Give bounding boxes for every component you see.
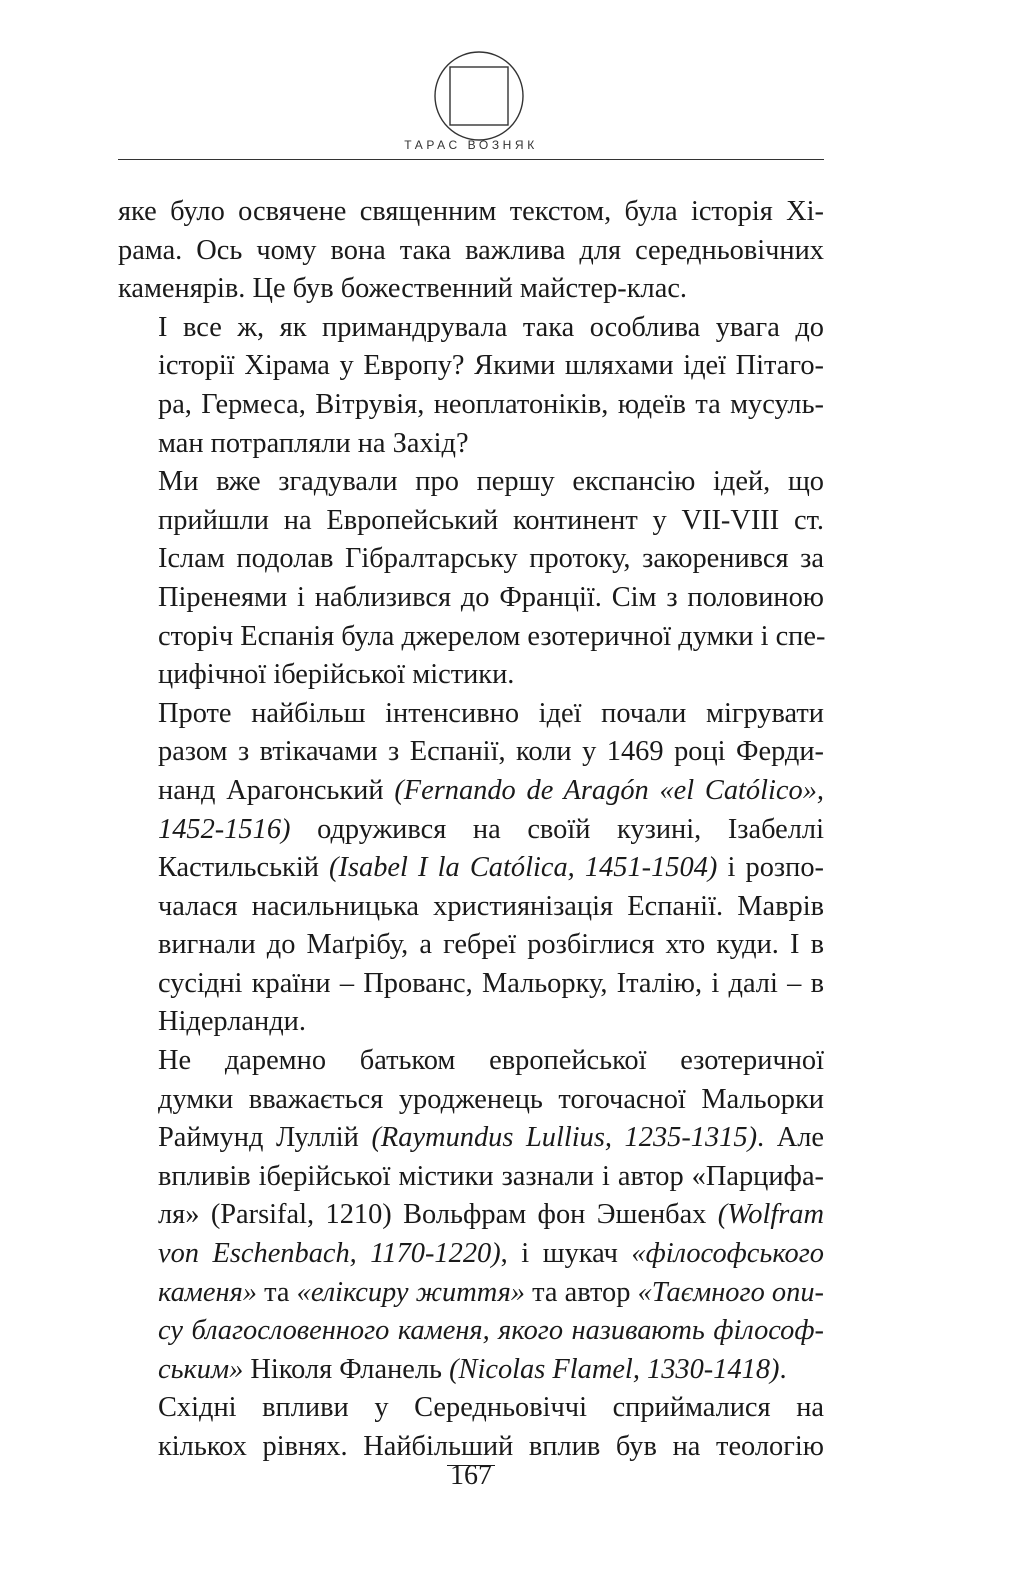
text-line: ля» (Parsifal, 1210) Вольфрам фон Эшенбах (Wolfram: [158, 1199, 824, 1231]
text-line: Нідерланди.: [158, 1006, 306, 1038]
text-line: рама. Ось чому вона така важлива для середньовічних: [118, 234, 824, 266]
text-line: von Eschenbach, 1170-1220), і шукач «філософського: [158, 1238, 824, 1270]
text-line: сусідні країни – Прованс, Мальорку, Італію, і далі – в: [158, 967, 824, 999]
text-line: Ми вже згадували про першу експансію ідей, що: [158, 466, 824, 498]
text-line: яке було освячене священним текстом, була історія Хі-: [118, 196, 824, 227]
text-line: історії Хірама у Европу? Якими шляхами ідеї Пітаго-: [158, 350, 824, 382]
text-line: нанд Арагонський (Fernando de Aragón «el Católico»,: [158, 774, 824, 806]
text-line: сторіч Еспанія була джерелом езотеричної думки і спе-: [158, 620, 826, 652]
text-line: кількох рівнях. Найбільший вплив був на теологію: [158, 1431, 824, 1462]
text-line: Кастильській (Isabel I la Católica, 1451-1504) і розпо-: [158, 852, 824, 884]
text-line: Проте найбільш інтенсивно ідеї почали мігрувати: [158, 697, 824, 729]
text-line: І все ж, як примандрувала така особлива увага до: [158, 311, 824, 343]
text-line: ським» Ніколя Фланель (Nicolas Flamel, 1330-1418).: [158, 1353, 787, 1385]
text-line: ра, Гермеса, Вітрувія, неоплатоніків, юдеїв та мусуль-: [158, 388, 824, 420]
text-line: каменярів. Це був божественний майстер-клас.: [118, 273, 688, 305]
text-line: думки вважається уродженець тогочасної Мальорки: [158, 1083, 824, 1115]
text-line: разом з втікачами з Еспанії, коли у 1469 році Ферди-: [158, 736, 824, 768]
text-line: Не даремно батьком европейської езотеричної: [158, 1045, 824, 1077]
text-line: каменя» та «еліксиру життя» та автор «Таємного опи-: [158, 1276, 824, 1308]
header-rule: [118, 159, 824, 160]
text-line: су благословенного каменя, якого називають філософ-: [158, 1315, 824, 1347]
paragraph: [118, 1389, 824, 1466]
text-line: чалася насильницька християнізація Еспанії. Маврів: [158, 890, 824, 922]
text-line: ман потрапляли на Захід?: [158, 427, 469, 459]
text-line: прийшли на Европейський континент у VII-VIII ст.: [158, 504, 824, 536]
text-line: вигнали до Маґрібу, а гебреї розбіглися хто куди. І в: [158, 929, 824, 961]
running-head: ТАРАС ВОЗНЯК: [404, 138, 538, 152]
paragraph: [118, 463, 824, 695]
text-line: впливів іберійської містики зазнали і автор «Парцифа-: [158, 1160, 824, 1192]
text-line: 1452-1516) одружився на своїй кузині, Ізабеллі: [158, 813, 824, 845]
page-number: 167: [450, 1460, 492, 1491]
circle-square-emblem-icon: [433, 50, 525, 142]
text-line: Раймунд Луллій (Raymundus Lullius, 1235-1315). Але: [158, 1122, 824, 1154]
text-line: цифічної іберійської містики.: [158, 659, 515, 691]
paragraph: [118, 193, 824, 309]
paragraph: [118, 695, 824, 1042]
paragraph: [118, 309, 824, 463]
text-line: Іслам подолав Гібралтарську протоку, закоренився за: [158, 543, 824, 575]
body-text: [118, 193, 824, 1467]
text-line: Східні впливи у Середньовіччі сприймалися на: [158, 1392, 824, 1424]
text-line: Піренеями і наблизився до Франції. Сім з половиною: [158, 581, 824, 613]
paragraph: [118, 1042, 824, 1389]
